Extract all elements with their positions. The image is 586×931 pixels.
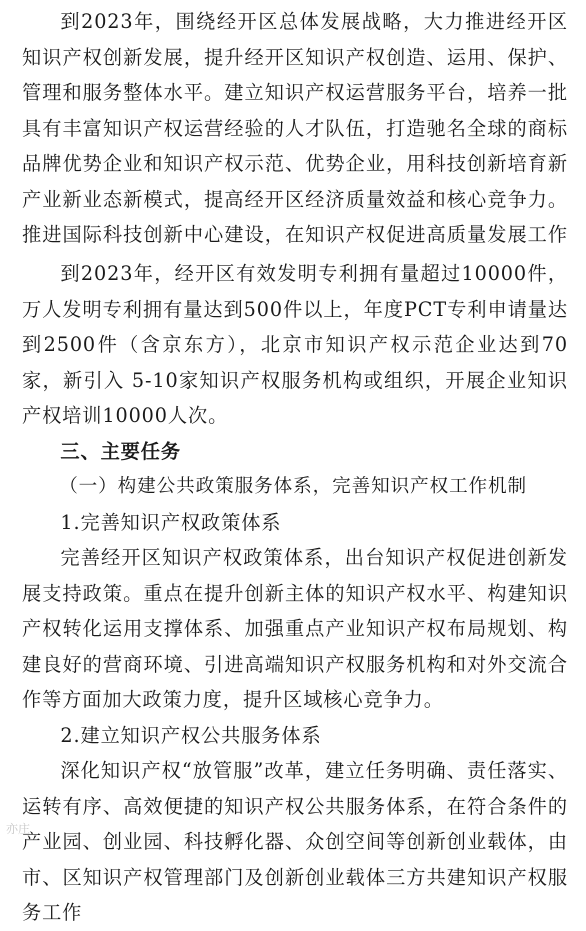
- paragraph-2023-targets: 到2023年，经开区有效发明专利拥有量超过10000件，万人发明专利拥有量达到500件以上，年度PCT专利申请量达到2500件（含京东方），北京市知识产权示范企业达到70家，新引入 5-10家知识产权服务机构或组织，开展企业知识产权培训10000人次。: [22, 262, 568, 427]
- paragraph-2023-strategy: 到2023年，围绕经开区总体发展战略，大力推进经开区知识产权创新发展，提升经开区知识产权创造、运用、保护、管理和服务整体水平。建立知识产权运营服务平台，培养一批具有丰富知识产权运营经验的人才队伍，打造驰名全球的商标品牌优势企业和知识产权示范、优势企业，用科技创新培育新产业新业态新模式，提高经开区经济质量效益和核心竞争力。推进国际科技创新中心建设，在知识产权促进高质量发展工作: [22, 10, 568, 246]
- item-2-body: 深化知识产权“放管服”改革，建立任务明确、责任落实、运转有序、高效便捷的知识产权公共服务体系，在符合条件的产业园、创业园、科技孵化器、众创空间等创新创业载体，由市、区知识产权管理部门及创新创业载体三方共建知识产权服务工作: [22, 759, 568, 924]
- watermark-logo: 亦庄: [6, 822, 31, 836]
- item-1-title: 1.完善知识产权政策体系: [60, 510, 282, 534]
- subsection-heading-policy-service: （一）构建公共政策服务体系，完善知识产权工作机制: [59, 476, 528, 497]
- item-1-body: 完善经开区知识产权政策体系，出台知识产权促进创新发展支持政策。重点在提升创新主体的知识产权水平、构建知识产权转化运用支撑体系、加强重点产业知识产权布局规划、构建良好的营商环境、引进高端知识产权服务机构和对外交流合作等方面加大政策力度，提升区域核心竞争力。: [22, 546, 568, 711]
- item-2-title: 2.建立知识产权公共服务体系: [60, 723, 322, 747]
- section-heading-main-tasks: 三、主要任务: [60, 439, 181, 463]
